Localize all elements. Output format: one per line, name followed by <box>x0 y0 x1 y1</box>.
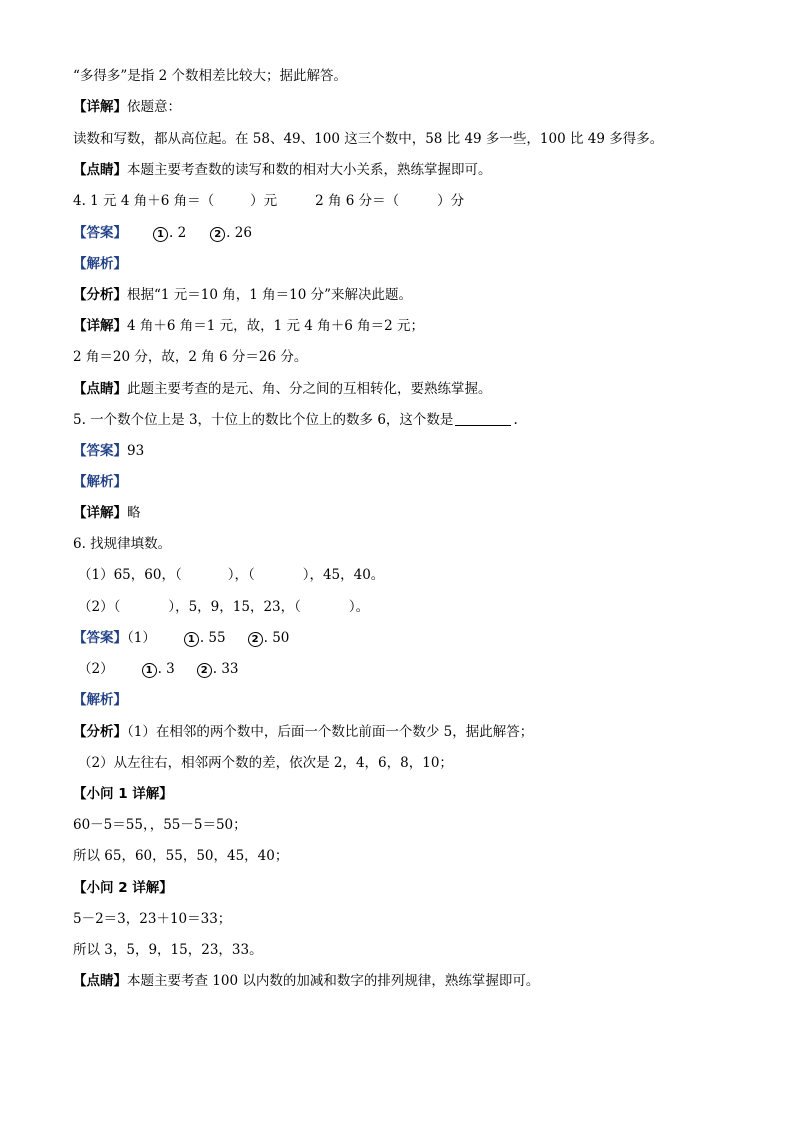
section-tag: 【点睛】 <box>73 162 127 178</box>
text: 所以 65，60，55，50，45，40； <box>73 848 289 864</box>
text: . 3 <box>157 661 175 677</box>
text: 6. 找规律填数。 <box>73 536 172 552</box>
text: （2） <box>78 661 114 677</box>
section-tag: 【分析】 <box>73 724 127 740</box>
section-tag: 【分析】 <box>73 287 127 303</box>
text-line <box>73 317 424 335</box>
text: 本题主要考查 100 以内数的加减和数字的排列规律，熟练掌握即可。 <box>127 973 540 989</box>
text: 93 <box>127 443 145 459</box>
text: ）元 <box>250 193 278 209</box>
text: ），（ <box>227 567 255 583</box>
text-line <box>73 847 288 865</box>
text-line <box>73 473 127 491</box>
section-tag: 【详解】 <box>73 99 127 115</box>
answer-tag: 【答案】 <box>73 630 127 646</box>
text: “多得多”是指 2 个数相差比较大；据此解答。 <box>73 68 347 84</box>
section-tag: 【小问 2 详解】 <box>73 880 173 896</box>
text-line <box>73 130 663 148</box>
text-line <box>73 348 307 366</box>
circled-number: 2 <box>248 632 263 647</box>
answer-tag: 【答案】 <box>73 225 127 241</box>
text-line <box>78 598 369 616</box>
text-line <box>73 67 347 85</box>
circled-number: 2 <box>197 663 212 678</box>
circled-number: 1 <box>184 632 199 647</box>
text-line <box>73 785 173 803</box>
text: 2 角 6 分＝（ <box>315 193 400 209</box>
text-line <box>73 816 247 834</box>
text: 4. 1 元 4 角＋6 角＝（ <box>73 193 215 209</box>
text-line <box>73 972 539 990</box>
text-line <box>73 723 533 741</box>
text: 5. 一个数个位上是 3，十位上的数比个位上的数多 6，这个数是 <box>73 412 454 428</box>
section-tag: 【小问 1 详解】 <box>73 786 173 802</box>
text: （1）在相邻的两个数中，后面一个数比前面一个数少 5，据此解答； <box>127 724 534 740</box>
text-line <box>78 754 453 772</box>
circled-number: 1 <box>153 227 168 242</box>
text: . 50 <box>263 630 290 646</box>
text-line <box>73 286 412 304</box>
text: 2 角＝20 分，故，2 角 6 分＝26 分。 <box>73 349 308 365</box>
analysis-tag: 【解析】 <box>73 692 127 708</box>
answer-blank <box>455 411 511 426</box>
text-line <box>78 566 384 584</box>
question-4 <box>73 192 464 210</box>
text: ）。 <box>348 599 370 615</box>
answer-line <box>73 224 252 242</box>
answer-tag: 【答案】 <box>73 443 127 459</box>
question-5 <box>73 411 518 429</box>
answer-line <box>73 629 289 647</box>
section-tag: 【点睛】 <box>73 381 127 397</box>
text: 本题主要考查数的读写和数的相对大小关系，熟练掌握即可。 <box>127 162 492 178</box>
circled-number: 2 <box>210 227 225 242</box>
text: . 33 <box>212 661 239 677</box>
text-line <box>73 879 173 897</box>
text-line <box>73 380 492 398</box>
text-line <box>73 255 127 273</box>
text: ）分 <box>437 193 465 209</box>
text: . 2 <box>169 225 187 241</box>
text: ），5，9，15，23，（ <box>168 599 301 615</box>
text: . 26 <box>226 225 252 241</box>
text: （2）从左往右，相邻两个数的差，依次是 2，4，6，8，10； <box>78 755 453 771</box>
answer-line <box>73 442 144 460</box>
text-line <box>73 941 263 959</box>
text: 此题主要考查的是元、角、分之间的互相转化，要熟练掌握。 <box>127 381 492 397</box>
text-line <box>73 161 492 179</box>
text: . <box>513 412 518 428</box>
answer-line <box>78 660 239 678</box>
analysis-tag: 【解析】 <box>73 256 127 272</box>
text: 读数和写数，都从高位起。在 58、49、100 这三个数中，58 比 49 多一些，100 比 49 多得多。 <box>73 131 664 147</box>
text: （2）（ <box>78 599 121 615</box>
text-line <box>73 910 231 928</box>
text: ），45，40。 <box>302 567 385 583</box>
text: 5－2＝3，23＋10＝33； <box>73 911 232 927</box>
text: 略 <box>127 505 141 521</box>
analysis-tag: 【解析】 <box>73 474 127 490</box>
text: 依题意： <box>127 99 181 115</box>
section-tag: 【点睛】 <box>73 973 127 989</box>
text: . 55 <box>199 630 226 646</box>
text: （1） <box>127 630 156 646</box>
text-line <box>73 504 141 522</box>
text: 根据“1 元＝10 角，1 角＝10 分”来解决此题。 <box>127 287 413 303</box>
section-tag: 【详解】 <box>73 505 127 521</box>
text-line <box>73 691 127 709</box>
circled-number: 1 <box>142 663 157 678</box>
text: 4 角＋6 角＝1 元，故，1 元 4 角＋6 角＝2 元； <box>127 318 424 334</box>
section-tag: 【详解】 <box>73 318 127 334</box>
text: 60－5＝55，，55－5＝50； <box>73 817 247 833</box>
text: 所以 3，5，9，15，23，33。 <box>73 942 263 958</box>
text: （1）65，60，（ <box>78 567 182 583</box>
text-line <box>73 98 181 116</box>
question-6 <box>73 535 171 553</box>
